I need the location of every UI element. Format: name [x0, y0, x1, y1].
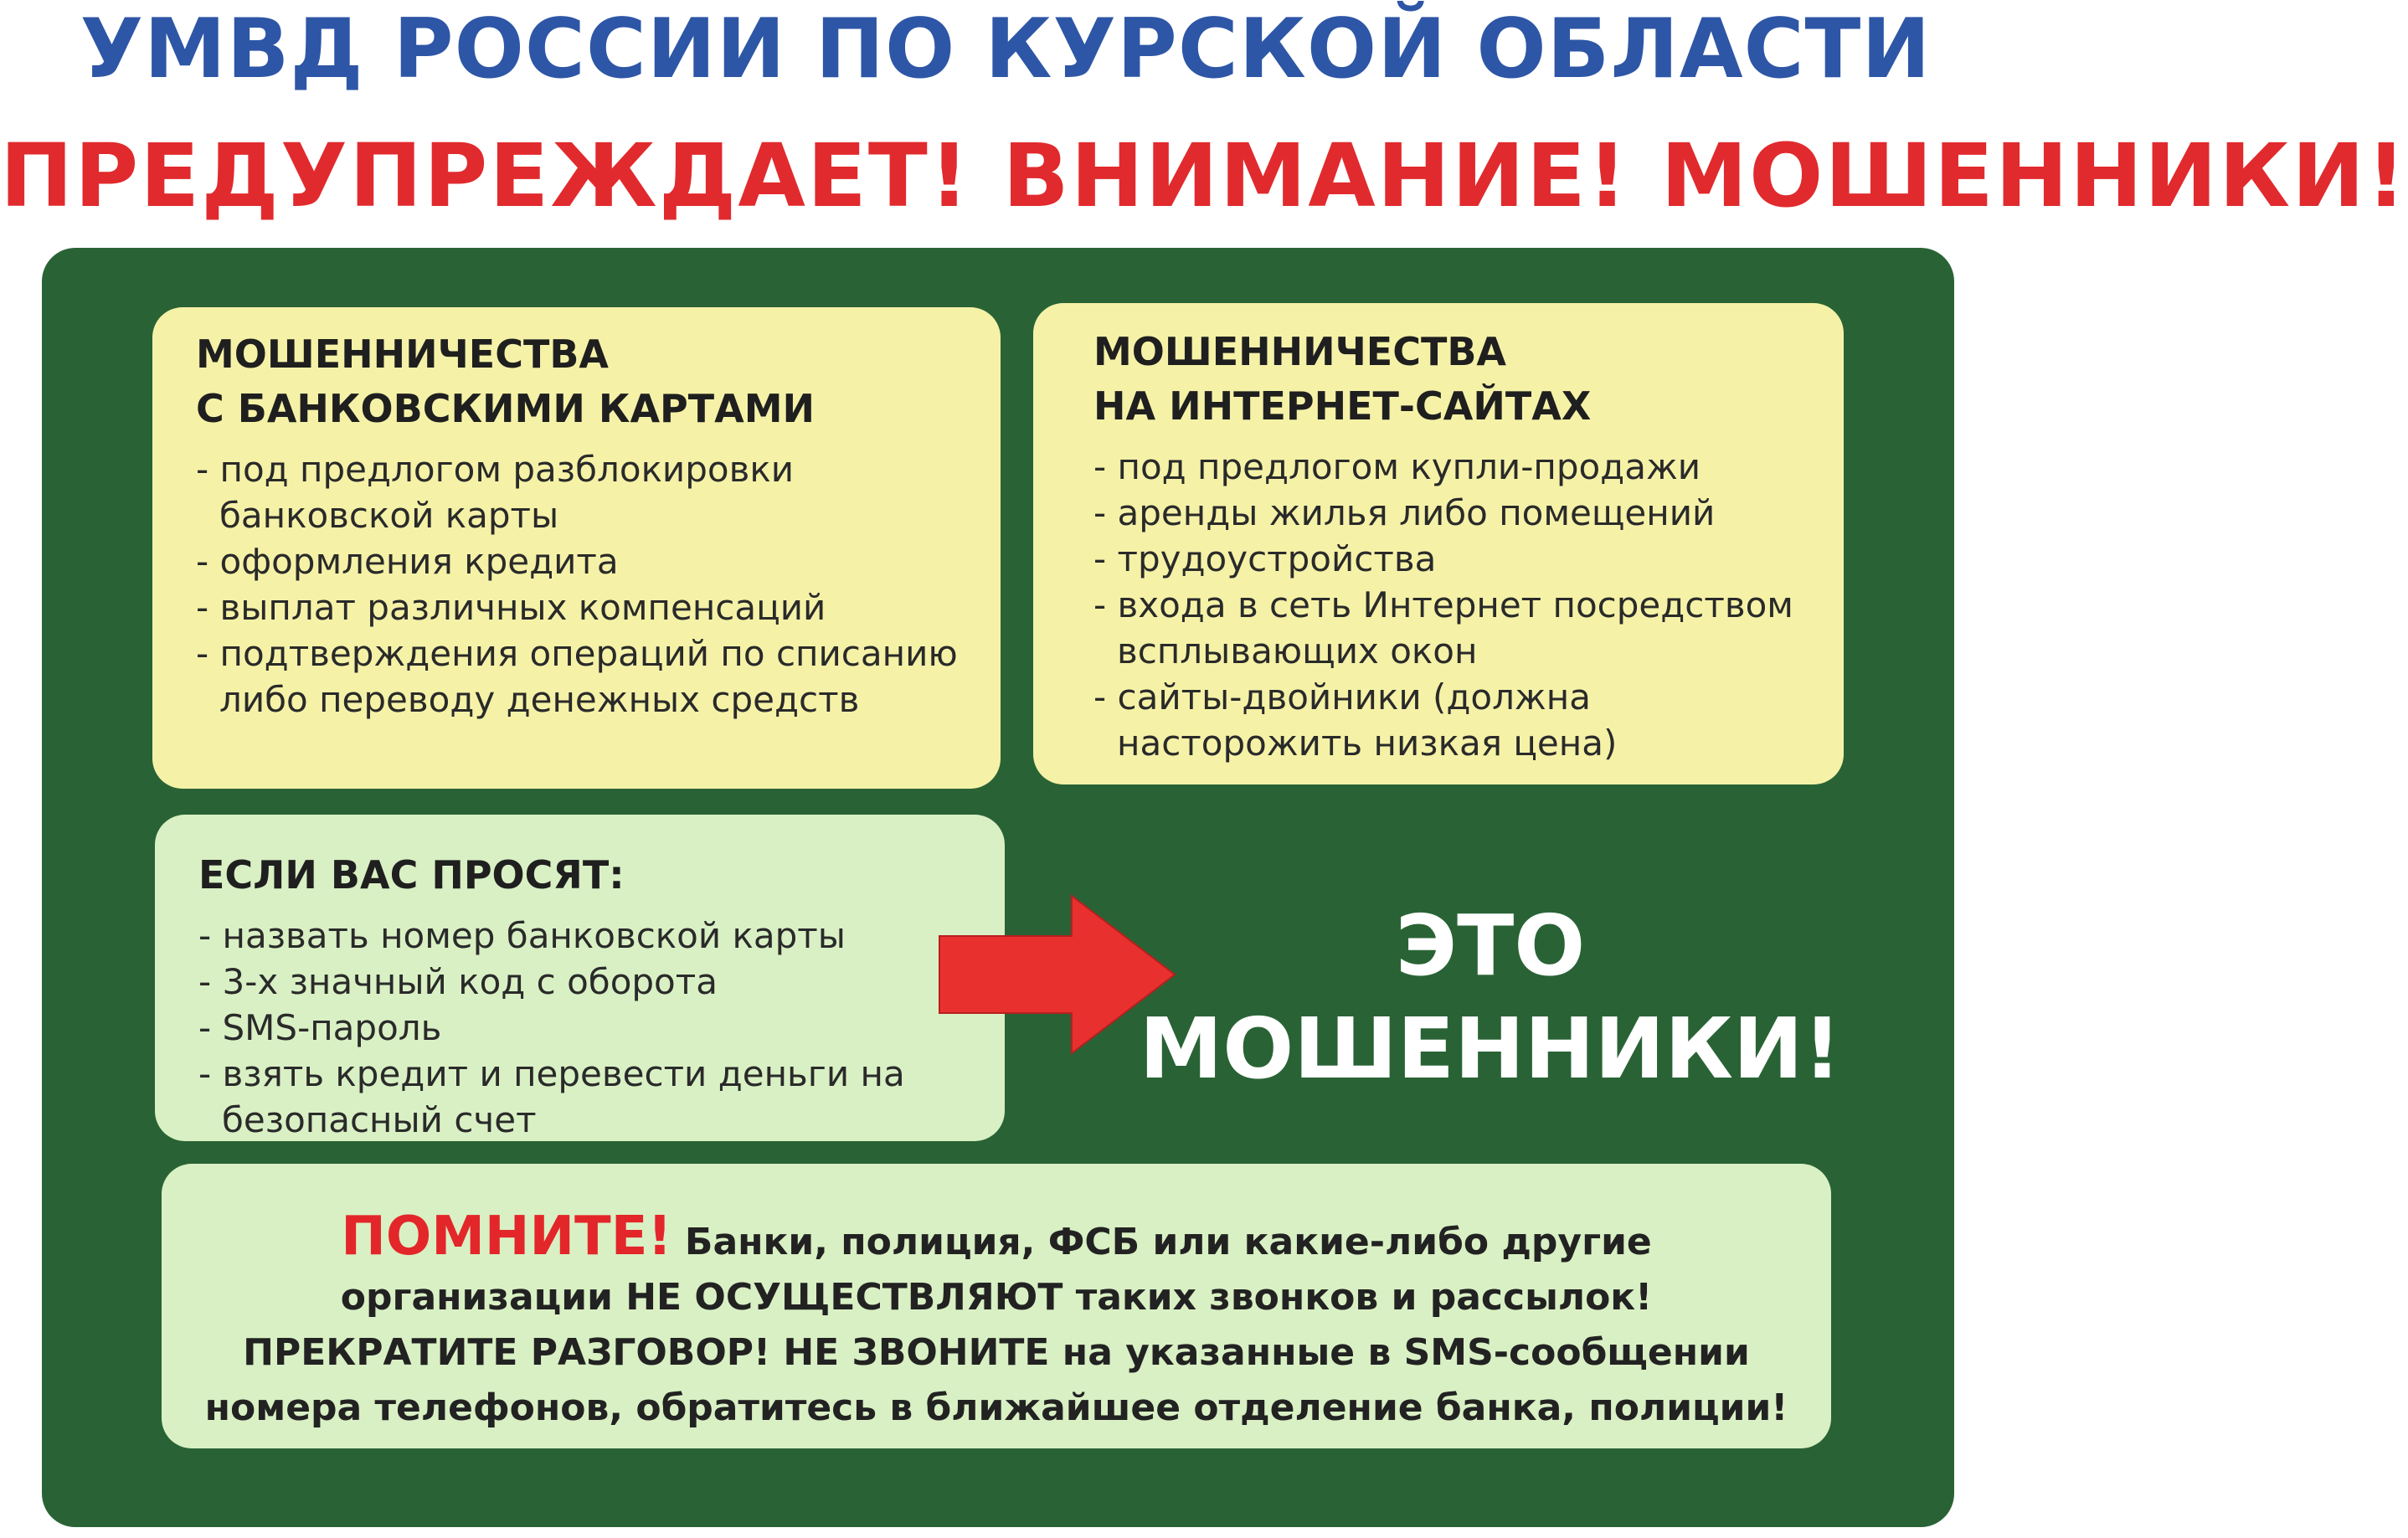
internet-sites-heading-line-2: НА ИНТЕРНЕТ-САЙТАХ: [1093, 383, 1592, 429]
list-item: - сайты-двойники (должна насторожить низкая цена): [1093, 676, 1618, 764]
if-asked-list: [198, 913, 1005, 1143]
list-item: - 3-х значный код с оборота: [198, 961, 718, 1002]
remember-line-2: организации НЕ ОСУЩЕСТВЛЯЮТ таких звонков и рассылок!: [340, 1276, 1653, 1319]
list-item: - выплат различных компенсаций: [196, 587, 826, 628]
bank-cards-heading-line-2: С БАНКОВСКИМИ КАРТАМИ: [196, 386, 816, 431]
list-item: - взять кредит и перевести деньги на безопасный счет: [198, 1053, 905, 1140]
remember-heading: ПОМНИТЕ!: [341, 1206, 672, 1268]
internet-sites-heading-line-1: МОШЕННИЧЕСТВА: [1093, 329, 1507, 374]
list-item: - назвать номер банковской карты: [198, 915, 846, 956]
list-item: - подтверждения операций по списанию либо переводу денежных средств: [196, 633, 958, 720]
bank-cards-fraud-box: [152, 307, 1001, 789]
header-title-line-1: УМВД РОССИИ ПО КУРСКОЙ ОБЛАСТИ: [80, 2, 1932, 97]
list-item: - оформления кредита: [196, 541, 619, 582]
bank-cards-heading-line-1: МОШЕННИЧЕСТВА: [196, 332, 610, 377]
list-item: - аренды жилья либо помещений: [1093, 492, 1716, 533]
list-item: - входа в сеть Интернет посредством всплывающих окон: [1093, 584, 1793, 671]
list-item: - под предлогом разблокировки банковской карты: [196, 449, 794, 536]
scam-conclusion-line-2: МОШЕННИКИ!: [1139, 1000, 1842, 1098]
internet-sites-heading: [1093, 325, 1844, 434]
remember-line-4: номера телефонов, обратитесь в ближайшее отделение банка, полиции!: [204, 1386, 1788, 1429]
bank-cards-list: [196, 446, 1001, 723]
remember-line-1-text: Банки, полиция, ФСБ или какие-либо другие: [671, 1221, 1652, 1263]
remember-line-1: [162, 1206, 1831, 1270]
list-item: - трудоустройства: [1093, 538, 1437, 579]
remember-box: [162, 1164, 1831, 1448]
if-asked-heading: ЕСЛИ ВАС ПРОСЯТ:: [198, 852, 625, 898]
remember-line-3: ПРЕКРАТИТЕ РАЗГОВОР! НЕ ЗВОНИТЕ на указанные в SMS-сообщении: [243, 1331, 1750, 1374]
list-item: - SMS-пароль: [198, 1007, 442, 1048]
list-item: - под предлогом купли-продажи: [1093, 446, 1701, 487]
internet-sites-list: [1093, 444, 1844, 766]
internet-sites-fraud-box: [1033, 303, 1844, 784]
bank-cards-heading: [196, 327, 1001, 436]
if-asked-box: [155, 815, 1005, 1141]
scam-conclusion-line-1: ЭТО: [1395, 897, 1586, 995]
header-title-line-2: ПРЕДУПРЕЖДАЕТ! ВНИМАНИЕ! МОШЕННИКИ!: [0, 125, 2408, 227]
